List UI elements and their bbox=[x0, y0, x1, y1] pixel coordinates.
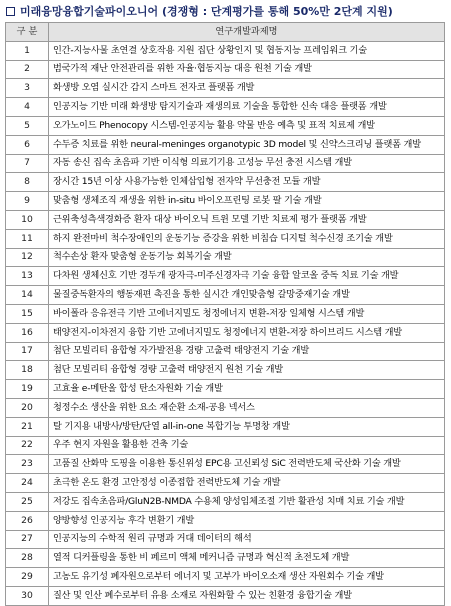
table-row bbox=[6, 98, 445, 117]
table-row bbox=[6, 304, 445, 323]
row-number: 4 bbox=[6, 98, 49, 117]
project-name-cell: 우주 현지 자원을 활용한 건축 기술 bbox=[49, 436, 445, 455]
row-number: 22 bbox=[6, 436, 49, 455]
project-name-cell: 인간-지능사물 초연결 상호작용 지원 집단 상황인지 및 협동지능 프레임워크 기술 bbox=[49, 41, 445, 60]
project-name-cell: 태양전지-이차전지 융합 기반 고에너지밀도 청정에너지 변환-저장 하이브리드 시스템 개발 bbox=[49, 323, 445, 342]
row-number: 3 bbox=[6, 79, 49, 98]
table-row bbox=[6, 492, 445, 511]
project-name-cell: 수두증 치료를 위한 neural-meninges organotypic 3D model 및 신약스크리닝 플랫폼 개발 bbox=[49, 135, 445, 154]
page-title-text: 미래융망융합기술파이오니어 (경쟁형 : 단계평가를 통해 50%만 2단계 지원) bbox=[20, 5, 393, 18]
table-row bbox=[6, 229, 445, 248]
row-number: 9 bbox=[6, 192, 49, 211]
project-name-cell: 하지 완전마비 척수장애인의 운동기능 증강을 위한 비침습 디지털 척수신경 조기술 개발 bbox=[49, 229, 445, 248]
project-name-cell: 인공지능 기반 미래 화생방 탐지기술과 재생의료 기술을 통합한 신속 대응 플랫폼 개발 bbox=[49, 98, 445, 117]
project-name-cell: 고농도 유기성 폐자원으로부터 에너지 및 고부가 바이오소재 생산 자원회수 기술 개발 bbox=[49, 568, 445, 587]
row-number: 10 bbox=[6, 210, 49, 229]
table-row bbox=[6, 398, 445, 417]
row-number: 11 bbox=[6, 229, 49, 248]
project-name-cell: 다차원 생체신호 기반 경두개 광자극-미주신경자극 기술 융합 알코올 중독 치료 기술 개발 bbox=[49, 267, 445, 286]
row-number: 24 bbox=[6, 474, 49, 493]
table-row bbox=[6, 380, 445, 399]
table-row bbox=[6, 248, 445, 267]
row-number: 14 bbox=[6, 286, 49, 305]
table-row bbox=[6, 530, 445, 549]
row-number: 23 bbox=[6, 455, 49, 474]
column-header-number: 구 분 bbox=[6, 23, 49, 42]
row-number: 13 bbox=[6, 267, 49, 286]
project-name-cell: 첨단 모빌리티 융합형 경량 고출력 태양전지 원천 기술 개발 bbox=[49, 361, 445, 380]
row-number: 12 bbox=[6, 248, 49, 267]
project-name-cell: 초극한 온도 환경 고안정성 이종접합 전력반도체 기술 개발 bbox=[49, 474, 445, 493]
project-table bbox=[5, 22, 445, 606]
row-number: 25 bbox=[6, 492, 49, 511]
table-row bbox=[6, 135, 445, 154]
project-name-cell: 물질중독환자의 행동재편 촉진을 통한 실시간 개인맞춤형 갈망중재기술 개발 bbox=[49, 286, 445, 305]
table-row bbox=[6, 511, 445, 530]
row-number: 1 bbox=[6, 41, 49, 60]
project-name-cell: 범국가적 재난 안전관리를 위한 자율·협동지능 대응 원천 기술 개발 bbox=[49, 60, 445, 79]
table-row bbox=[6, 549, 445, 568]
column-header-project-name: 연구개발과제명 bbox=[49, 23, 445, 42]
table-row bbox=[6, 173, 445, 192]
row-number: 8 bbox=[6, 173, 49, 192]
project-name-cell: 고효율 e-메탄올 합성 탄소자원화 기술 개발 bbox=[49, 380, 445, 399]
table-row bbox=[6, 436, 445, 455]
project-name-cell: 맞춤형 생체조직 재생을 위한 in-situ 바이오프린팅 로봇 팔 기술 개발 bbox=[49, 192, 445, 211]
table-row bbox=[6, 116, 445, 135]
table-row bbox=[6, 79, 445, 98]
table-row bbox=[6, 474, 445, 493]
table-row bbox=[6, 361, 445, 380]
table-row bbox=[6, 60, 445, 79]
table-row bbox=[6, 41, 445, 60]
row-number: 21 bbox=[6, 417, 49, 436]
project-name-cell: 고품질 산화막 도핑을 이용한 통신위성 EPC용 고신뢰성 SiC 전력반도체 국산화 기술 개발 bbox=[49, 455, 445, 474]
table-row bbox=[6, 192, 445, 211]
table-row bbox=[6, 455, 445, 474]
project-name-cell: 바이폴라 응유전극 기반 고에너지밀도 청정에너지 변환-저장 일체형 시스템 개발 bbox=[49, 304, 445, 323]
table-row bbox=[6, 210, 445, 229]
row-number: 29 bbox=[6, 568, 49, 587]
row-number: 6 bbox=[6, 135, 49, 154]
table-row bbox=[6, 586, 445, 605]
row-number: 28 bbox=[6, 549, 49, 568]
row-number: 17 bbox=[6, 342, 49, 361]
row-number: 16 bbox=[6, 323, 49, 342]
row-number: 26 bbox=[6, 511, 49, 530]
project-name-cell: 화생방 오염 실시간 감지 스마트 전자코 플랫폼 개발 bbox=[49, 79, 445, 98]
project-name-cell: 척수손상 환자 맞춤형 운동기능 회복기술 개발 bbox=[49, 248, 445, 267]
project-name-cell: 청정수소 생산을 위한 요소 재순환 소재-공용 넥서스 bbox=[49, 398, 445, 417]
project-name-cell: 장시간 15년 이상 사용가능한 인체삽입형 전자약 무선충전 모듈 개발 bbox=[49, 173, 445, 192]
table-row bbox=[6, 267, 445, 286]
project-name-cell: 인공지능의 수학적 원리 규명과 거대 데이터의 해석 bbox=[49, 530, 445, 549]
project-name-cell: 양방향성 인공지능 후각 변환기 개발 bbox=[49, 511, 445, 530]
page-title bbox=[0, 0, 451, 22]
checkbox-square-icon bbox=[6, 7, 15, 16]
table-row bbox=[6, 417, 445, 436]
project-name-cell: 탈 기지용 내방사/방탄/단열 all-in-one 복합기능 투명창 개발 bbox=[49, 417, 445, 436]
table-row bbox=[6, 342, 445, 361]
row-number: 2 bbox=[6, 60, 49, 79]
table-row bbox=[6, 154, 445, 173]
table-header-row bbox=[6, 23, 445, 42]
project-name-cell: 저강도 집속초음파/GluN2B-NMDA 수용체 양성임체조절 기반 활관성 치매 치료 기술 개발 bbox=[49, 492, 445, 511]
project-name-cell: 근위축성측색경화증 환자 대상 바이오닉 트윈 모델 기반 치료제 평가 플랫폼 개발 bbox=[49, 210, 445, 229]
table-row bbox=[6, 568, 445, 587]
row-number: 5 bbox=[6, 116, 49, 135]
row-number: 7 bbox=[6, 154, 49, 173]
row-number: 20 bbox=[6, 398, 49, 417]
project-name-cell: 첨단 모빌리티 융합형 자가발전용 경량 고출력 태양전지 기술 개발 bbox=[49, 342, 445, 361]
project-name-cell: 질산 및 인산 폐수로부터 유용 소재로 자원화할 수 있는 친환경 융합기술 개발 bbox=[49, 586, 445, 605]
row-number: 18 bbox=[6, 361, 49, 380]
row-number: 30 bbox=[6, 586, 49, 605]
project-name-cell: 자동 송신 집속 초음파 기반 이식형 의료기기용 고성능 무선 충전 시스템 개발 bbox=[49, 154, 445, 173]
table-row bbox=[6, 286, 445, 305]
project-name-cell: 오가노이드 Phenocopy 시스템-인공지능 활용 약물 반응 예측 및 표적 치료제 개발 bbox=[49, 116, 445, 135]
table-row bbox=[6, 323, 445, 342]
project-name-cell: 열적 디커플링을 통한 비 페르미 액체 메커니즘 규명과 혁신적 초전도체 개발 bbox=[49, 549, 445, 568]
row-number: 15 bbox=[6, 304, 49, 323]
row-number: 19 bbox=[6, 380, 49, 399]
row-number: 27 bbox=[6, 530, 49, 549]
